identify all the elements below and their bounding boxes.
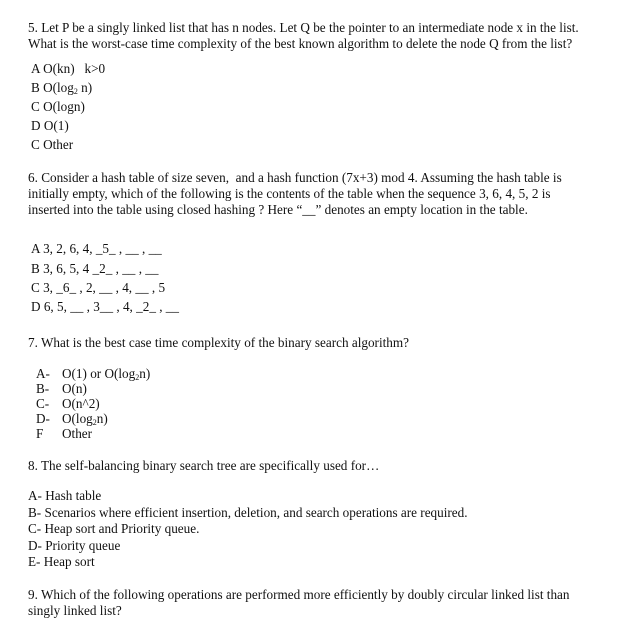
q5-option-b-tail: n) (77, 80, 93, 95)
q6-text-line-1: 6. Consider a hash table of size seven, and a hash function (7x+3) mod 4. Assuming the hash table is (28, 170, 562, 185)
q6-option-d: D 6, 5, __ , 3__ , 4, _2_ , __ (31, 299, 179, 314)
q7-question: 7. What is the best case time complexity of the binary search algorithm? (28, 335, 409, 350)
q6-option-c: C 3, _6_ , 2, __ , 4, __ , 5 (31, 280, 166, 295)
q7-option-d-letter: D- (36, 411, 50, 426)
q6-option-b: B 3, 6, 5, 4 _2_ , __ , __ (31, 261, 159, 276)
q5-option-b-text: B O(log (31, 80, 74, 95)
q7-option-f-letter: F (36, 426, 44, 441)
q7-option-d-tail: n) (96, 411, 108, 426)
q5-text-line-1: 5. Let P be a singly linked list that has n nodes. Let Q be the pointer to an intermediate node x in the list. (28, 20, 579, 35)
q5-option-b (31, 80, 92, 96)
q7-option-b-text: O(n) (62, 381, 87, 396)
q6-text-line-2: initially empty, which of the following is the contents of the table when the sequence 3, 6, 4, 5, 2 is (28, 186, 551, 201)
q7-option-a-main: O(1) or O(log (62, 366, 136, 381)
q5-text-line-2: What is the worst-case time complexity of the best known algorithm to delete the node Q from the list? (28, 36, 573, 51)
q5-option-b-subscript: 2 (73, 87, 78, 96)
q7-option-a-letter: A- (36, 366, 50, 381)
q9-text-line-1: 9. Which of the following operations are performed more efficiently by doubly circular linked list than (28, 587, 570, 602)
q9-text-line-2: singly linked list? (28, 603, 122, 618)
q7-option-a-text (62, 366, 150, 382)
q7-option-a-subscript: 2 (135, 373, 140, 382)
q7-option-d-text (62, 411, 108, 427)
q7-option-b-letter: B- (36, 381, 50, 396)
q6-text-line-3: inserted into the table using closed hashing ? Here “__” denotes an empty location in the table. (28, 202, 528, 217)
q8-option-d: D- Priority queue (28, 538, 121, 553)
q7-option-c-letter: C- (36, 396, 50, 411)
q7-option-d-main: O(log (62, 411, 93, 426)
q8-option-a: A- Hash table (28, 488, 102, 503)
q8-question: 8. The self-balancing binary search tree are specifically used for… (28, 458, 380, 473)
q8-option-b: B- Scenarios where efficient insertion, deletion, and search operations are required. (28, 505, 468, 520)
q6-option-a: A 3, 2, 6, 4, _5_ , __ , __ (31, 241, 162, 256)
q7-option-f-text: Other (62, 426, 93, 441)
q7-option-a-tail: n) (139, 366, 151, 381)
q5-option-e: C Other (31, 137, 74, 152)
q7-option-d-subscript: 2 (92, 418, 97, 427)
q7-option-c-text: O(n^2) (62, 396, 100, 411)
q5-option-a: A O(kn) k>0 (31, 61, 106, 76)
q8-option-e: E- Heap sort (28, 554, 95, 569)
q8-option-c: C- Heap sort and Priority queue. (28, 521, 200, 536)
q5-option-c: C O(logn) (31, 99, 85, 114)
q5-option-d: D O(1) (31, 118, 69, 133)
